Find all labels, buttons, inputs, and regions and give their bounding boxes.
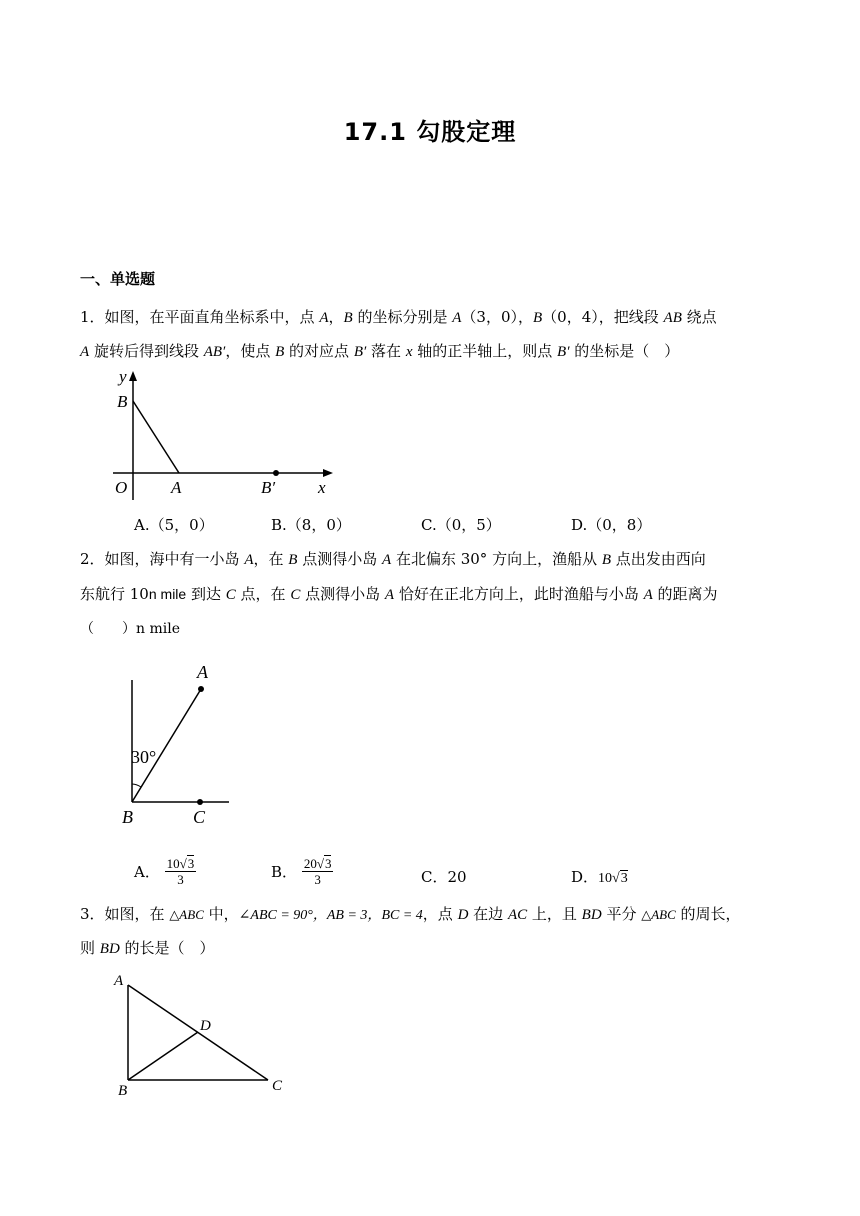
q2-option-a[interactable]: A． $\frac{10√3}{3}$ bbox=[134, 856, 195, 887]
q2-text-line2: 东航行 10n mile 到达 C 点，在 C 点测得小岛 A 恰好在正北方向上，此时渔船与小岛 A 的距离为 bbox=[80, 585, 718, 603]
q3-fig-label-A: A bbox=[114, 973, 124, 989]
q1-option-a[interactable]: A.（5，0） bbox=[134, 516, 214, 534]
q1-fig-label-B: B bbox=[117, 392, 128, 411]
q2-fig-label-C: C bbox=[193, 807, 206, 827]
q3-triangle-figure bbox=[110, 968, 290, 1098]
q2-fig-angle-label: 30° bbox=[131, 747, 157, 767]
q1-fig-label-x: x bbox=[318, 478, 326, 497]
q3-fig-label-B: B bbox=[118, 1083, 128, 1098]
section-heading: 一、单选题 bbox=[80, 270, 156, 288]
q2-fig-label-A: A bbox=[197, 662, 208, 682]
q1-fig-label-y: y bbox=[119, 367, 127, 386]
q1-fig-label-O: O bbox=[115, 478, 128, 497]
q3-text-line1: 3．如图，在 △ABC 中，∠ABC = 90°，AB = 3，BC = 4，点 D 在边 AC 上，且 BD 平分 △ABC 的周长， bbox=[80, 905, 741, 923]
q2-text-line1: 2．如图，海中有一小岛 A，在 B 点测得小岛 A 在北偏东 30° 方向上，渔船从 B 点出发由西向 bbox=[80, 550, 706, 568]
q1-text-line2: A 旋转后得到线段 AB′，使点 B 的对应点 B′ 落在 x 轴的正半轴上，则点 B′ 的坐标是（ ） bbox=[80, 342, 680, 360]
page-title: 17.1 勾股定理 bbox=[343, 118, 517, 146]
q1-coordinate-figure bbox=[105, 365, 345, 500]
q1-text-line1: 1．如图，在平面直角坐标系中，点 A，B 的坐标分别是 A（3，0），B（0，4），把线段 AB 绕点 bbox=[80, 308, 717, 326]
q1-fig-label-Bprime: B′ bbox=[261, 478, 276, 497]
q2-option-c[interactable]: C．20 bbox=[421, 868, 467, 886]
q1-option-c[interactable]: C.（0，5） bbox=[421, 516, 501, 534]
q1-option-b[interactable]: B.（8，0） bbox=[271, 516, 351, 534]
q3-fig-label-D: D bbox=[200, 1018, 211, 1034]
q2-option-b[interactable]: B． $\frac{20√3}{3}$ bbox=[271, 856, 332, 887]
q3-fig-label-C: C bbox=[272, 1078, 283, 1094]
q2-fig-label-B: B bbox=[122, 807, 133, 827]
q2-text-line3: （ ）n mile bbox=[80, 621, 180, 637]
q3-text-line2: 则 BD 的长是（ ） bbox=[80, 939, 215, 957]
q2-bearing-figure bbox=[115, 660, 245, 830]
q1-fig-label-A: A bbox=[171, 478, 182, 497]
q1-option-d[interactable]: D.（0，8） bbox=[571, 516, 652, 534]
q2-option-d[interactable]: D．10√3 bbox=[571, 868, 628, 886]
